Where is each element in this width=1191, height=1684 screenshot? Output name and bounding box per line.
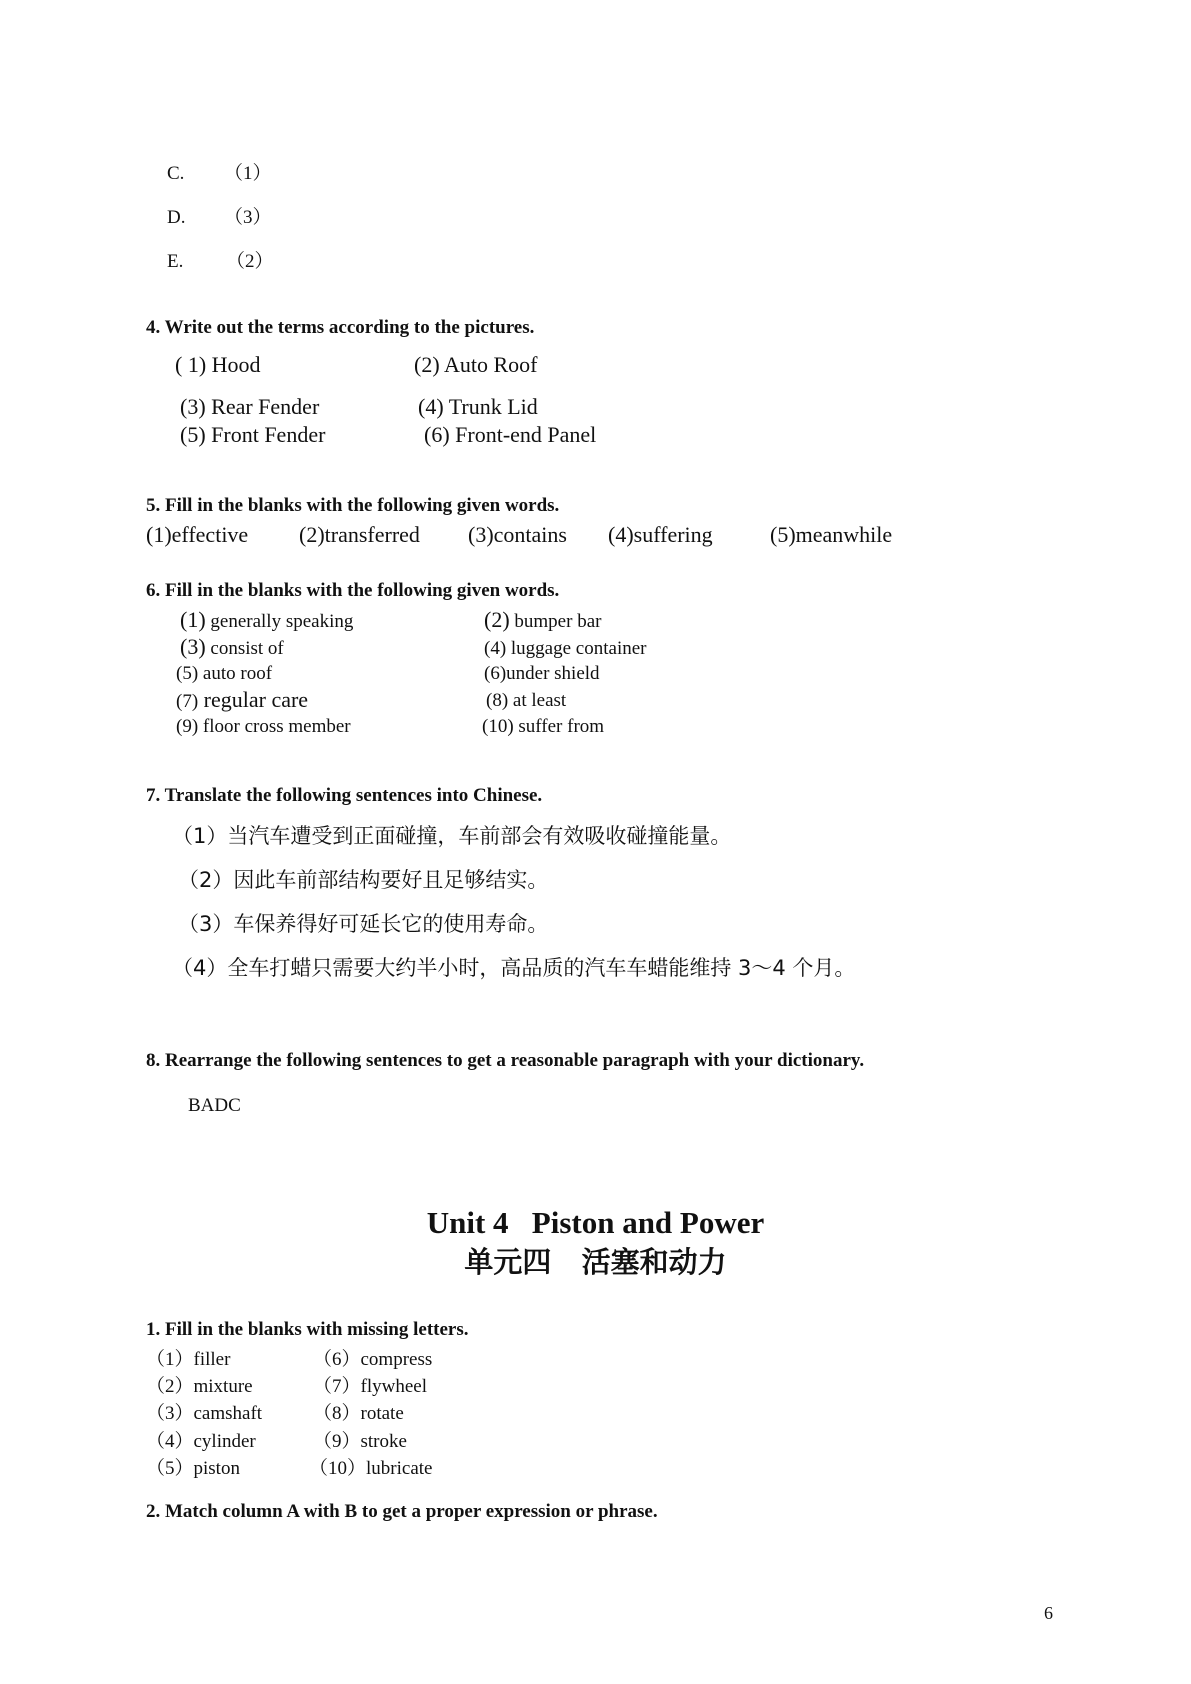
phrase-item: (3) consist of — [180, 634, 284, 659]
option-answer: （3） — [224, 207, 272, 228]
question-heading: 5. Fill in the blanks with the following given words. — [146, 495, 560, 516]
question-heading: 7. Translate the following sentences into Chinese. — [146, 785, 543, 806]
term-item: ( 1) Hood — [175, 352, 261, 377]
phrase-item: (4) luggage container — [484, 638, 647, 659]
question-heading: 4. Write out the terms according to the pictures. — [146, 317, 535, 338]
option-answer: （2） — [226, 251, 274, 272]
phrase-item: (7) regular care — [176, 687, 309, 712]
question-heading: 6. Fill in the blanks with the following given words. — [146, 580, 560, 601]
phrase-item: (9) floor cross member — [176, 716, 351, 737]
word-item: (4)suffering — [608, 522, 713, 547]
word-item: （6）compress — [313, 1349, 433, 1370]
word-item: （9）stroke — [313, 1431, 407, 1452]
term-item: (2) Auto Roof — [414, 352, 538, 377]
phrase-item: (1) generally speaking — [180, 607, 354, 632]
word-item: (5)meanwhile — [770, 522, 893, 547]
phrase-item: (10) suffer from — [482, 716, 605, 737]
word-item: （1）filler — [146, 1349, 231, 1370]
question-heading: 1. Fill in the blanks with missing letters. — [146, 1319, 469, 1340]
option-answer: （1） — [224, 163, 272, 184]
question-heading: 2. Match column A with B to get a proper expression or phrase. — [146, 1501, 658, 1522]
translation-sentence: （3）车保养得好可延长它的使用寿命。 — [178, 912, 549, 936]
word-item: (1)effective — [146, 522, 249, 547]
phrase-item: (2) bumper bar — [484, 607, 602, 632]
word-item: （4）cylinder — [146, 1431, 256, 1452]
page-number: 6 — [1044, 1603, 1053, 1623]
word-item: （8）rotate — [313, 1403, 404, 1424]
translation-sentence: （2）因此车前部结构要好且足够结实。 — [178, 868, 549, 892]
unit-title: Unit 4 Piston and Power — [426, 1205, 765, 1240]
translation-sentence: （4）全车打蜡只需要大约半小时，高品质的汽车车蜡能维持 3～4 个月。 — [172, 956, 856, 980]
word-item: （2）mixture — [146, 1376, 253, 1397]
option-letter: C. — [167, 163, 185, 184]
term-item: (4) Trunk Lid — [418, 394, 538, 419]
phrase-item: (5) auto roof — [176, 663, 273, 684]
answer-text: BADC — [188, 1095, 241, 1116]
term-item: (5) Front Fender — [180, 422, 326, 447]
term-item: (6) Front-end Panel — [424, 422, 597, 447]
phrase-item: (6)under shield — [484, 663, 600, 684]
option-letter: E. — [167, 251, 184, 272]
word-item: （3）camshaft — [146, 1403, 263, 1424]
word-item: （5）piston — [146, 1458, 240, 1479]
word-item: （7）flywheel — [313, 1376, 427, 1397]
option-letter: D. — [167, 207, 186, 228]
translation-sentence: （1）当汽车遭受到正面碰撞，车前部会有效吸收碰撞能量。 — [172, 824, 732, 848]
word-item: （10）lubricate — [309, 1458, 433, 1479]
question-heading: 8. Rearrange the following sentences to get a reasonable paragraph with your dictionary. — [146, 1050, 865, 1071]
word-item: (3)contains — [468, 522, 567, 547]
phrase-item: (8) at least — [486, 690, 567, 711]
word-item: (2)transferred — [299, 522, 420, 547]
term-item: (3) Rear Fender — [180, 394, 320, 419]
unit-title-chinese: 单元四 活塞和动力 — [464, 1245, 727, 1279]
